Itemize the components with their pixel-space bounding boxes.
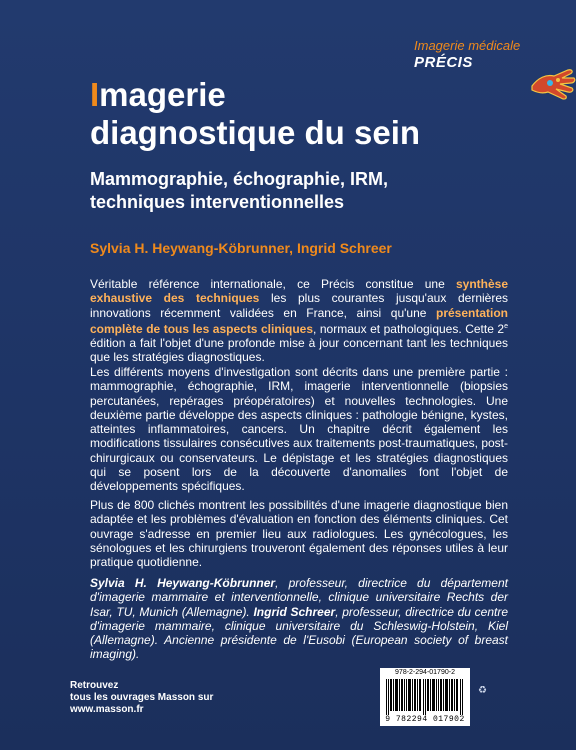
authors: Sylvia H. Heywang-Köbrunner, Ingrid Schreer (90, 240, 392, 256)
title-first-letter: I (90, 76, 100, 113)
title-line1-rest: magerie (99, 76, 226, 113)
author-bio-1: , professeur, directrice du département d'imagerie mammaire et interventionnelle, clinique universitaire Rechts der Isar, TU, Munich (Allemagne). (90, 576, 508, 619)
series-line2: PRÉCIS (414, 54, 473, 71)
title-line2: diagnostique du sein (90, 114, 421, 151)
author-bios-paragraph (90, 576, 508, 662)
barcode (380, 668, 470, 726)
ean-number: 9 782294 017902 (385, 715, 465, 724)
description-paragraph-3: Plus de 800 clichés montrent les possibilités d'une imagerie diagnostique bien adaptée et les problèmes d'évaluation en fonction des éléments cliniques. Cet ouvrage s'adresse en premier lieu aux radiologues. Les gynécologues, les sénologues et les chirurgiens trouveront également des réponses utiles à leur pratique quotidienne. (90, 498, 508, 570)
footer-url: www.masson.fr (70, 704, 144, 715)
footer-line2: tous les ouvrages Masson sur (70, 692, 214, 703)
barcode-bars-icon (386, 679, 464, 715)
recycle-icon: ♻ (478, 685, 487, 696)
p1-highlight-1: synthèse exhaustive des techniques (90, 277, 508, 306)
series-line1: Imagerie médicale (414, 38, 521, 53)
subtitle-line1: Mammographie, échographie, IRM, (90, 169, 389, 189)
subtitle-line2: techniques interventionnelles (90, 192, 345, 212)
book-subtitle (90, 168, 510, 214)
book-title (90, 76, 530, 152)
publisher-footer (70, 680, 270, 716)
p1-text-3: , normaux et pathologiques. Cette 2 (313, 321, 505, 336)
hand-illustration-icon (528, 56, 576, 104)
p1-text-4: édition a fait l'objet d'une profonde mise à jour concernant tant les techniques que les stratégies diagnostiques. (90, 336, 508, 365)
p1-text-2: les plus courantes jusqu'aux dernières innovations récemment validées en France, ainsi qu'une (90, 291, 508, 320)
p1-highlight-2: présentation complète de tous les aspects cliniques (90, 305, 508, 336)
description-paragraph-1 (90, 277, 508, 365)
description-paragraph-2: Les différents moyens d'investigation sont décrits dans une première partie : mammographie, échographie, IRM, imagerie interventionnelle (biopsies percutanées, repérages préopératoires) et nouvelles technologies. Une deuxième partie développe des aspects cliniques : pathologie bénigne, kystes, atteintes inflammatoires, cancers. Un chapitre décrit également les modifications tissulaires consécutives aux traitements post-traumatiques, post-chirurgicaux ou conservateurs. Le dépistage et les stratégies diagnostiques qui se posent lors de la découverte d'anomalies font l'objet de développements spécifiques. (90, 365, 508, 494)
author-bio-2: , professeur, directrice du centre d'imagerie mammaire, clinique universitaire du Schleswig-Holstein, Kiel (Allemagne). Ancienne présidente de l'Eusobi (European society of breast imaging). (90, 604, 509, 662)
p1-text-1: Véritable référence internationale, ce Précis constitue une (90, 277, 456, 291)
p1-superscript: e (504, 322, 509, 330)
author-name-1: Sylvia H. Heywang-Köbrunner (90, 576, 276, 590)
footer-line1: Retrouvez (70, 680, 119, 691)
series-label (414, 38, 520, 71)
author-name-2: Ingrid Schreer (253, 604, 336, 619)
isbn-number: 978-2-294-01790-2 (395, 669, 455, 676)
